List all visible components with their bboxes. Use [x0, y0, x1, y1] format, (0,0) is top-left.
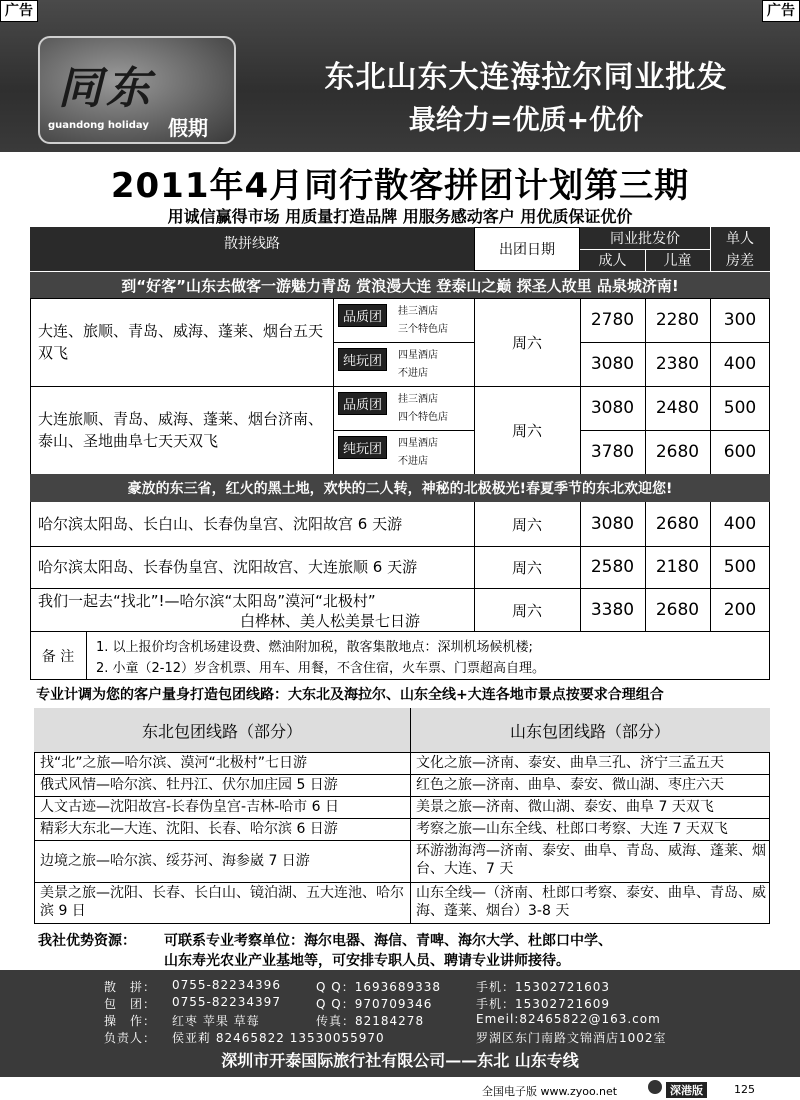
sd-route-2: 大连旅顺、青岛、威海、蓬莱、烟台济南、泰山、圣地曲阜七天天双飞	[38, 410, 324, 450]
contact-label: 包 团：	[104, 997, 157, 1011]
shandong-packages-header: 山东包团线路（部分）	[509, 721, 670, 741]
tour-type-badge: 品质团	[338, 304, 387, 327]
dongbei-packages-header: 东北包团线路（部分）	[141, 721, 302, 741]
price-child: 2180	[655, 557, 700, 577]
notes-label: 备 注	[41, 649, 75, 665]
shandong-package: 文化之旅—济南、泰安、曲阜三孔、济宁三孟五天	[416, 755, 724, 771]
departure-day: 周六	[511, 515, 542, 534]
hotel-info: 不进店	[398, 368, 428, 379]
shandong-package: 环游渤海湾—济南、泰安、曲阜、青岛、威海、蓬莱、烟台、大连、7 天	[416, 843, 766, 877]
company-name: 深圳市开泰国际旅行社有限公司——东北 山东专线	[221, 1051, 579, 1070]
hotel-info: 四星酒店	[398, 438, 438, 449]
price-single: 500	[723, 557, 757, 577]
price-adult: 3080	[590, 398, 635, 418]
col-single-2: 房差	[726, 253, 754, 269]
contact-qq: Q Q：1693689338	[316, 980, 442, 994]
col-price: 同业批发价	[610, 231, 680, 247]
db-route-1: 哈尔滨太阳岛、长白山、长春伪皇宫、沈阳故宫 6 天游	[38, 515, 403, 533]
dongbei-package: 找“北”之旅—哈尔滨、漠河“北极村”七日游	[40, 755, 308, 771]
contact-label: 负责人：	[104, 1031, 157, 1045]
price-single: 400	[723, 514, 757, 534]
logo-holiday: 假期	[168, 116, 208, 140]
db-route-3-cont: 白桦林、美人松美景七日游	[240, 612, 421, 630]
ad-label-left: 广告	[0, 0, 38, 22]
departure-day: 周六	[511, 333, 542, 352]
contact-mobile: 手机：15302721609	[476, 997, 610, 1011]
departure-day: 周六	[511, 601, 542, 620]
page-number: 125	[734, 1083, 755, 1096]
note-1: 1. 以上报价均含机场建设费、燃油附加税，散客集散地点：深圳机场候机楼;	[96, 640, 533, 655]
price-child: 2280	[655, 310, 700, 330]
advantage-label: 我社优势资源：	[38, 933, 136, 949]
departure-day: 周六	[511, 421, 542, 440]
db-route-3: 我们一起去“找北”!—哈尔滨“太阳岛”漠河“北极村”	[38, 592, 376, 610]
hotel-info: 不进店	[398, 456, 428, 467]
shandong-package: 美景之旅—济南、微山湖、泰安、曲阜 7 天双飞	[416, 799, 714, 815]
tour-type-badge: 品质团	[338, 392, 387, 415]
hotel-info: 挂三酒店	[398, 394, 438, 405]
sd-route-1: 大连、旅顺、青岛、威海、蓬莱、烟台五天双飞	[38, 322, 324, 362]
price-child: 2380	[655, 354, 700, 374]
contact-phone: 0755-82234396	[172, 978, 281, 992]
shandong-banner: 到“好客”山东去做客一游魅力青岛 赏浪漫大连 登泰山之巅 探圣人故里 品泉城济南!	[30, 272, 770, 298]
shandong-package: 红色之旅—济南、曲阜、泰安、微山湖、枣庄六天	[416, 777, 724, 793]
hotel-info: 四星酒店	[398, 350, 438, 361]
col-single-1: 单人	[726, 231, 754, 247]
custom-tour-banner: 专业计调为您的客户量身打造包团线路：大东北及海拉尔、山东全线+大连各地市景点按要求合理组合	[36, 687, 664, 703]
contact-operators: 红枣 苹果 草莓	[172, 1014, 260, 1028]
price-single: 500	[723, 398, 757, 418]
logo-english: guandong holiday	[48, 120, 149, 131]
price-adult: 3380	[590, 600, 635, 620]
tour-type-badge: 纯玩团	[338, 348, 387, 371]
dongbei-package: 美景之旅—沈阳、长春、长白山、镜泊湖、五大连池、哈尔滨 9 日	[40, 885, 404, 919]
website: 全国电子版 www.zyoo.net	[482, 1085, 618, 1098]
advantage-line-1: 可联系专业考察单位：海尔电器、海信、青啤、海尔大学、杜郎口中学、	[164, 933, 612, 949]
contact-address: 罗湖区东门南路文锦酒店1002室	[476, 1031, 667, 1045]
contact-label: 散 拼：	[104, 980, 157, 994]
price-child: 2680	[655, 514, 700, 534]
logo-text: 同东	[58, 63, 154, 114]
col-adult: 成人	[598, 253, 627, 269]
northeast-banner: 豪放的东三省，红火的黑土地，欢快的二人转，神秘的北极极光!春夏季节的东北欢迎您!	[30, 474, 770, 502]
price-child: 2680	[655, 442, 700, 462]
col-route: 散拼线路	[224, 236, 280, 252]
col-child: 儿童	[663, 253, 692, 269]
globe-icon	[648, 1080, 662, 1094]
ad-label-right: 广告	[762, 0, 800, 22]
price-adult: 3780	[590, 442, 635, 462]
contact-qq: Q Q：970709346	[316, 997, 433, 1011]
shandong-package: 考察之旅—山东全线、杜郎口考察、大连 7 天双飞	[416, 821, 728, 837]
page-title: 2011年4月同行散客拼团计划第三期	[110, 166, 690, 206]
dongbei-package: 俄式风情—哈尔滨、牡丹江、伏尔加庄园 5 日游	[40, 777, 338, 793]
price-adult: 2580	[590, 557, 635, 577]
price-child: 2480	[655, 398, 700, 418]
dongbei-package: 边境之旅—哈尔滨、绥芬河、海参崴 7 日游	[40, 853, 310, 869]
price-adult: 2780	[590, 310, 635, 330]
advantage-line-2: 山东寿光农业产业基地等，可安排专职人员、聘请专业讲师接待。	[164, 953, 570, 969]
price-single: 300	[723, 310, 757, 330]
note-2: 2. 小童（2-12）岁含机票、用车、用餐，不含住宿，火车票、门票超高自理。	[96, 661, 546, 676]
contact-phone: 0755-82234397	[172, 995, 281, 1009]
edition-label: 深港版	[666, 1082, 707, 1098]
header-title: 东北山东大连海拉尔同业批发	[324, 60, 728, 95]
contact-manager: 侯亚莉 82465822 13530055970	[172, 1031, 385, 1045]
price-adult: 3080	[590, 514, 635, 534]
tour-type-badge: 纯玩团	[338, 436, 387, 459]
hotel-info: 三个特色店	[398, 324, 448, 335]
db-route-2: 哈尔滨太阳岛、长春伪皇宫、沈阳故宫、大连旅顺 6 天游	[38, 558, 418, 576]
departure-day: 周六	[511, 558, 542, 577]
contact-mobile: 手机：15302721603	[476, 980, 610, 994]
price-single: 200	[723, 600, 757, 620]
dongbei-package: 精彩大东北—大连、沈阳、长春、哈尔滨 6 日游	[40, 821, 338, 837]
hotel-info: 四个特色店	[398, 412, 448, 423]
price-child: 2680	[655, 600, 700, 620]
header-slogan: 最给力=优质+优价	[408, 105, 644, 136]
hotel-info: 挂三酒店	[398, 306, 438, 317]
shandong-package: 山东全线—（济南、杜郎口考察、泰安、曲阜、青岛、威海、蓬莱、烟台）3-8 天	[416, 885, 766, 919]
dongbei-package: 人文古迹—沈阳故宫-长春伪皇宫-吉林-哈市 6 日	[40, 799, 339, 815]
contact-email: Emeil:82465822@163.com	[476, 1012, 661, 1026]
price-single: 600	[723, 442, 757, 462]
col-date: 出团日期	[499, 242, 555, 258]
contact-fax: 传真：82184278	[316, 1014, 425, 1028]
page-subtitle: 用诚信赢得市场 用质量打造品牌 用服务感动客户 用优质保证优价	[167, 207, 633, 226]
price-single: 400	[723, 354, 757, 374]
contact-label: 操 作：	[104, 1014, 157, 1028]
price-adult: 3080	[590, 354, 635, 374]
